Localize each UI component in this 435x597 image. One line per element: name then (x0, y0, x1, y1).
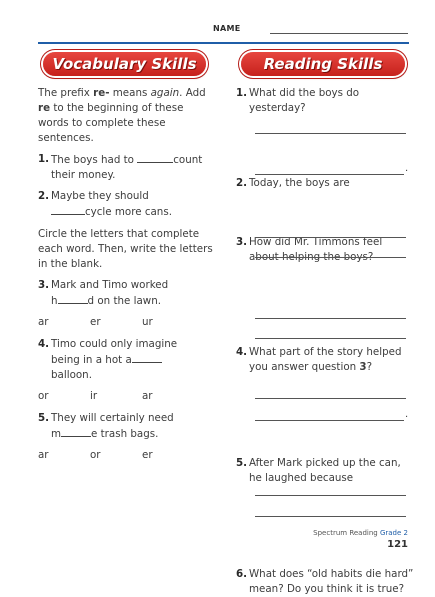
answer-line[interactable] (255, 420, 404, 421)
question-text: Timo could only imagine (51, 338, 178, 350)
reading-question-3 (236, 235, 411, 265)
question-text: They will certainly need (51, 412, 174, 424)
period-mark: . (405, 409, 409, 420)
question-text: being in a hot a (51, 354, 132, 366)
question-text: How did Mr. Timmons feel about helping the boys? (249, 236, 383, 263)
reading-question-2 (236, 176, 414, 191)
question-number: 3. (38, 279, 50, 291)
vocab-question-1 (38, 152, 216, 183)
name-line[interactable] (270, 33, 408, 34)
question-number: 6. (236, 568, 248, 580)
name-label: NAME (213, 24, 241, 33)
answer-blank[interactable] (51, 204, 85, 215)
vocabulary-intro (38, 86, 216, 146)
question-text: After Mark picked up the can, he laughed because (249, 457, 401, 484)
intro-text-run: The prefix (38, 87, 94, 99)
vocabulary-skills-title: Vocabulary Skills (52, 55, 197, 73)
question-reference: 3 (359, 361, 367, 373)
choice-option[interactable]: ur (142, 316, 153, 328)
reading-question-5 (236, 456, 411, 486)
question-number: 4. (38, 338, 50, 350)
question-number: 1. (38, 153, 50, 165)
answer-line[interactable] (255, 257, 406, 258)
choice-option[interactable]: ir (90, 390, 98, 402)
question-text: Today, the boys are (249, 177, 350, 189)
choice-options (38, 389, 216, 404)
question-number: 5. (236, 457, 248, 469)
question-number: 2. (236, 177, 248, 189)
reading-question-1 (236, 86, 407, 116)
reading-skills-banner (241, 52, 405, 76)
choice-option[interactable]: ar (142, 390, 153, 402)
intro-text-run: re (38, 102, 51, 114)
book-title: Spectrum Reading (313, 529, 378, 537)
question-text: cycle more cans. (85, 206, 172, 218)
period-mark: . (405, 163, 409, 174)
answer-blank[interactable] (132, 352, 162, 363)
question-text: balloon. (51, 369, 92, 381)
answer-line[interactable] (255, 495, 406, 496)
intro-text-run: means (109, 87, 151, 99)
choice-options (38, 448, 216, 463)
answer-line[interactable] (255, 133, 406, 134)
reading-skills-title: Reading Skills (263, 55, 383, 73)
answer-line[interactable] (255, 318, 406, 319)
question-text: What did the boys do yesterday? (249, 87, 360, 114)
reading-question-4 (236, 345, 419, 375)
answer-blank[interactable] (61, 426, 91, 437)
question-text: The boys had to (51, 154, 138, 166)
answer-blank[interactable] (137, 152, 173, 163)
choice-option[interactable]: or (90, 449, 101, 461)
choice-option[interactable]: or (38, 390, 49, 402)
page-number: 121 (387, 539, 408, 550)
header-rule (38, 42, 409, 44)
vocab-question-4 (38, 337, 216, 383)
reading-question-6 (236, 567, 419, 597)
question-text: Mark and Timo worked (51, 279, 169, 291)
footer-credit (313, 529, 408, 537)
question-text: ? (366, 361, 373, 373)
choice-option[interactable]: er (90, 316, 101, 328)
question-number: 4. (236, 346, 248, 358)
question-text: count their money. (51, 154, 203, 181)
choice-option[interactable]: ar (38, 316, 49, 328)
question-number: 3. (236, 236, 248, 248)
vocabulary-column (38, 86, 216, 463)
question-text: What part of the story helped you answer question (249, 346, 402, 373)
answer-line[interactable] (255, 237, 406, 238)
answer-line[interactable] (255, 338, 406, 339)
question-number: 2. (38, 190, 50, 202)
intro-text-run: . Add (179, 87, 206, 99)
vocabulary-instruction: Circle the letters that complete each word. Then, write the letters in the blank. (38, 228, 213, 270)
question-text: d on the lawn. (87, 295, 162, 307)
answer-line[interactable] (255, 174, 404, 175)
vocab-question-3 (38, 278, 216, 309)
intro-text-run: to the beginning of these words to complete these sentences. (38, 102, 184, 144)
vocab-question-2 (38, 189, 216, 220)
choice-option[interactable]: er (142, 449, 153, 461)
answer-blank[interactable] (58, 293, 88, 304)
answer-line[interactable] (255, 516, 406, 517)
question-text: What does “old habits die hard” mean? Do you think it is true? (249, 568, 414, 595)
intro-text-run: again (150, 87, 180, 99)
question-text: Maybe they should (51, 190, 149, 202)
answer-line[interactable] (255, 398, 406, 399)
choice-option[interactable]: ar (38, 449, 49, 461)
grade-label: Grade 2 (379, 529, 408, 537)
vocabulary-skills-banner (43, 52, 206, 76)
intro-text-run: re- (93, 87, 110, 99)
choice-options (38, 315, 216, 330)
question-number: 5. (38, 412, 50, 424)
question-text: m (51, 428, 62, 440)
question-text: e trash bags. (91, 428, 159, 440)
question-text: h (51, 295, 58, 307)
vocab-question-5 (38, 411, 216, 442)
question-number: 1. (236, 87, 248, 99)
